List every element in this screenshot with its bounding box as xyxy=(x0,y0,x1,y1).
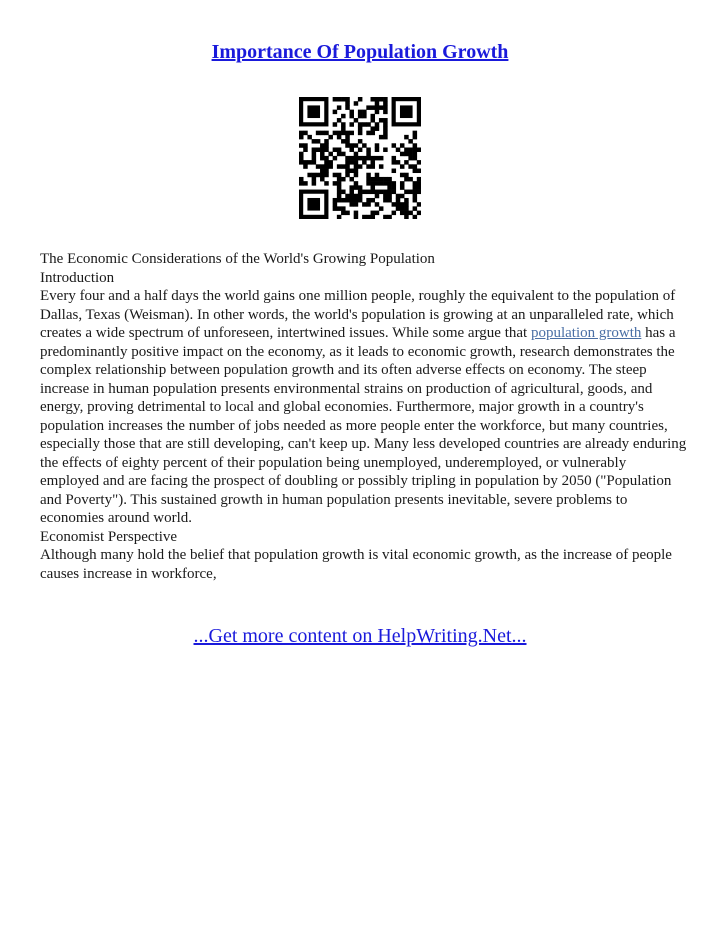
paragraph-text: has a predominantly positive impact on the economy, as it leads to economic growth, research demonstrates the complex relationship between population growth and its often adverse effects on economy. The steep increase in human population presents environmental strains on production of agricultural, goods, and energy, proving detrimental to local and global economies. Furthermore, major growth in a country's population increases the number of jobs needed as more people enter the workforce, but many countries, especially those that are still developing, can't keep up. Many less developed countries are already enduring the effects of eighty percent of their population being unemployed, underemployed, or vulnerably employed and are facing the prospect of doubling or possibly tripling in population by 2050 ("Population and Poverty"). This sustained growth in human population presents inevitable, severe problems to economies around world. xyxy=(40,325,687,526)
paragraph-text: Every four and a half days the world gains one million people, roughly the equivalent to the population of Dallas, Texas (Weisman). In other words, the world's population is growing at an unparalleled rate, which creates a wide spectrum of unforeseen, intertwined issues. While some argue that xyxy=(40,288,676,341)
qr-code-icon xyxy=(299,97,421,219)
population-growth-link[interactable]: population growth xyxy=(530,325,642,341)
paragraph-economist-label: Economist Perspective xyxy=(40,528,178,545)
paragraph-introduction-label: Introduction xyxy=(40,269,115,286)
paragraph-economist: Although many hold the belief that population growth is vital economic growth, as the increase of people causes increase in workforce, xyxy=(40,547,672,582)
paragraph-introduction xyxy=(40,287,688,528)
document-title-link[interactable]: Importance Of Population Growth xyxy=(211,41,509,63)
document-body xyxy=(40,250,688,583)
get-more-content-link[interactable]: ...Get more content on HelpWriting.Net... xyxy=(193,625,527,647)
paragraph-heading: The Economic Considerations of the World's Growing Population xyxy=(40,251,435,267)
